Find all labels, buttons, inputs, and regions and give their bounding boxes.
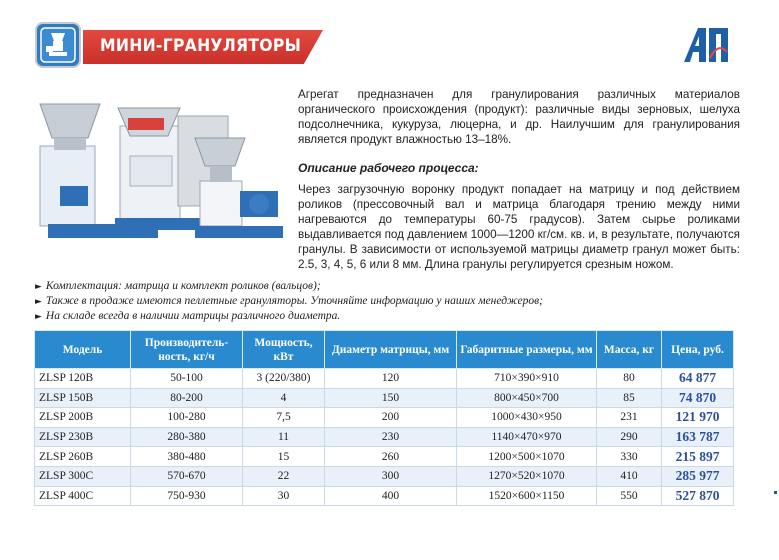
cell-model: ZLSP 120B bbox=[35, 369, 131, 389]
header-capacity: Производитель-ность, кг/ч bbox=[131, 331, 243, 369]
cell-power: 4 bbox=[243, 388, 325, 408]
cell-capacity: 570-670 bbox=[131, 466, 243, 486]
cell-power: 11 bbox=[243, 427, 325, 447]
cell-model: ZLSP 230B bbox=[35, 427, 131, 447]
cell-weight: 80 bbox=[597, 369, 662, 389]
cell-die-diameter: 300 bbox=[325, 466, 457, 486]
notes-list bbox=[35, 279, 543, 324]
cell-price: 527 870 bbox=[662, 486, 734, 506]
cell-die-diameter: 260 bbox=[325, 447, 457, 467]
cell-capacity: 50-100 bbox=[131, 369, 243, 389]
cell-model: ZLSP 400C bbox=[35, 486, 131, 506]
header-dimensions: Габаритные размеры, мм bbox=[457, 331, 597, 369]
note-text: Комплектация: матрица и комплект роликов (вальцов); bbox=[45, 280, 321, 292]
cell-dimensions: 710×390×910 bbox=[457, 369, 597, 389]
header-die-diameter: Диаметр матрицы, мм bbox=[325, 331, 457, 369]
arrow-bullet-icon: ► bbox=[35, 312, 42, 322]
table-row bbox=[35, 408, 734, 428]
cell-dimensions: 1520×600×1150 bbox=[457, 486, 597, 506]
note-item bbox=[35, 294, 543, 309]
cell-price: 74 870 bbox=[662, 388, 734, 408]
cell-die-diameter: 400 bbox=[325, 486, 457, 506]
table-header-row bbox=[35, 331, 734, 369]
cell-capacity: 750-930 bbox=[131, 486, 243, 506]
cell-capacity: 380-480 bbox=[131, 447, 243, 467]
cell-die-diameter: 120 bbox=[325, 369, 457, 389]
company-logo bbox=[680, 22, 732, 66]
cell-power: 22 bbox=[243, 466, 325, 486]
cell-price: 64 877 bbox=[662, 369, 734, 389]
cell-die-diameter: 200 bbox=[325, 408, 457, 428]
cell-power: 30 bbox=[243, 486, 325, 506]
arrow-bullet-icon: ► bbox=[35, 297, 42, 307]
table-row bbox=[35, 466, 734, 486]
cell-weight: 290 bbox=[597, 427, 662, 447]
granulator-machine-icon bbox=[35, 22, 81, 68]
cell-weight: 410 bbox=[597, 466, 662, 486]
cell-dimensions: 800×450×700 bbox=[457, 388, 597, 408]
header-price: Цена, руб. bbox=[662, 331, 734, 369]
header-weight: Масса, кг bbox=[597, 331, 662, 369]
process-title: Описание рабочего процесса: bbox=[298, 161, 479, 175]
header-model: Модель bbox=[35, 331, 131, 369]
note-item bbox=[35, 279, 543, 294]
cell-price: 121 970 bbox=[662, 408, 734, 428]
cell-weight: 550 bbox=[597, 486, 662, 506]
process-description: Через загрузочную воронку продукт попадает на матрицу и под действием роликов (прессовочный вал и матрица благодаря трению между ними нагреваются до температуры 60-75 градусов). Затем сырье роликами выдавливается под давлением 1000—1200 кг/см. кв. и, в результате, получаются гранулы. В зависимости от используемой матрицы диаметр гранул может быть: 2.5, 3, 4, 5, 6 или 8 мм. Длина гранулы регулируется срезным ножом. bbox=[298, 183, 740, 271]
table-row bbox=[35, 486, 734, 506]
cell-power: 15 bbox=[243, 447, 325, 467]
cell-die-diameter: 150 bbox=[325, 388, 457, 408]
cell-model: ZLSP 150B bbox=[35, 388, 131, 408]
cell-dimensions: 1140×470×970 bbox=[457, 427, 597, 447]
product-description bbox=[298, 87, 740, 147]
cell-capacity: 100-280 bbox=[131, 408, 243, 428]
specs-table bbox=[34, 330, 734, 506]
table-row bbox=[35, 369, 734, 389]
cell-power: 7,5 bbox=[243, 408, 325, 428]
arrow-bullet-icon: ► bbox=[35, 282, 42, 292]
cell-model: ZLSP 300C bbox=[35, 466, 131, 486]
cell-power: 3 (220/380) bbox=[243, 369, 325, 389]
table-row bbox=[35, 447, 734, 467]
note-item bbox=[35, 309, 543, 324]
cell-capacity: 280-380 bbox=[131, 427, 243, 447]
cell-price: 163 787 bbox=[662, 427, 734, 447]
granulators-photo bbox=[30, 86, 288, 258]
cell-weight: 231 bbox=[597, 408, 662, 428]
note-text: Также в продаже имеются пеллетные грануляторы. Уточняйте информацию у наших менеджеров; bbox=[45, 295, 543, 307]
table-row bbox=[35, 427, 734, 447]
cell-price: 215 897 bbox=[662, 447, 734, 467]
cell-die-diameter: 230 bbox=[325, 427, 457, 447]
note-text: На складе всегда в наличии матрицы различного диаметра. bbox=[45, 310, 341, 322]
cell-capacity: 80-200 bbox=[131, 388, 243, 408]
page-title: МИНИ-ГРАНУЛЯТОРЫ bbox=[100, 36, 302, 56]
cell-dimensions: 1200×500×1070 bbox=[457, 447, 597, 467]
table-row bbox=[35, 388, 734, 408]
edge-mark bbox=[774, 491, 777, 494]
cell-weight: 330 bbox=[597, 447, 662, 467]
cell-weight: 85 bbox=[597, 388, 662, 408]
cell-dimensions: 1270×520×1070 bbox=[457, 466, 597, 486]
header-power: Мощность, кВт bbox=[243, 331, 325, 369]
cell-model: ZLSP 200B bbox=[35, 408, 131, 428]
cell-price: 285 977 bbox=[662, 466, 734, 486]
cell-model: ZLSP 260B bbox=[35, 447, 131, 467]
intro-text: Агрегат предназначен для гранулирования различных материалов органического происхождения (продукт): различные виды зерновых, шелуха подсолнечника, кукуруза, люцерна, и др. Наилучшим для гранулирования является продукт влажностью 13–18%. bbox=[298, 88, 740, 146]
cell-dimensions: 1000×430×950 bbox=[457, 408, 597, 428]
